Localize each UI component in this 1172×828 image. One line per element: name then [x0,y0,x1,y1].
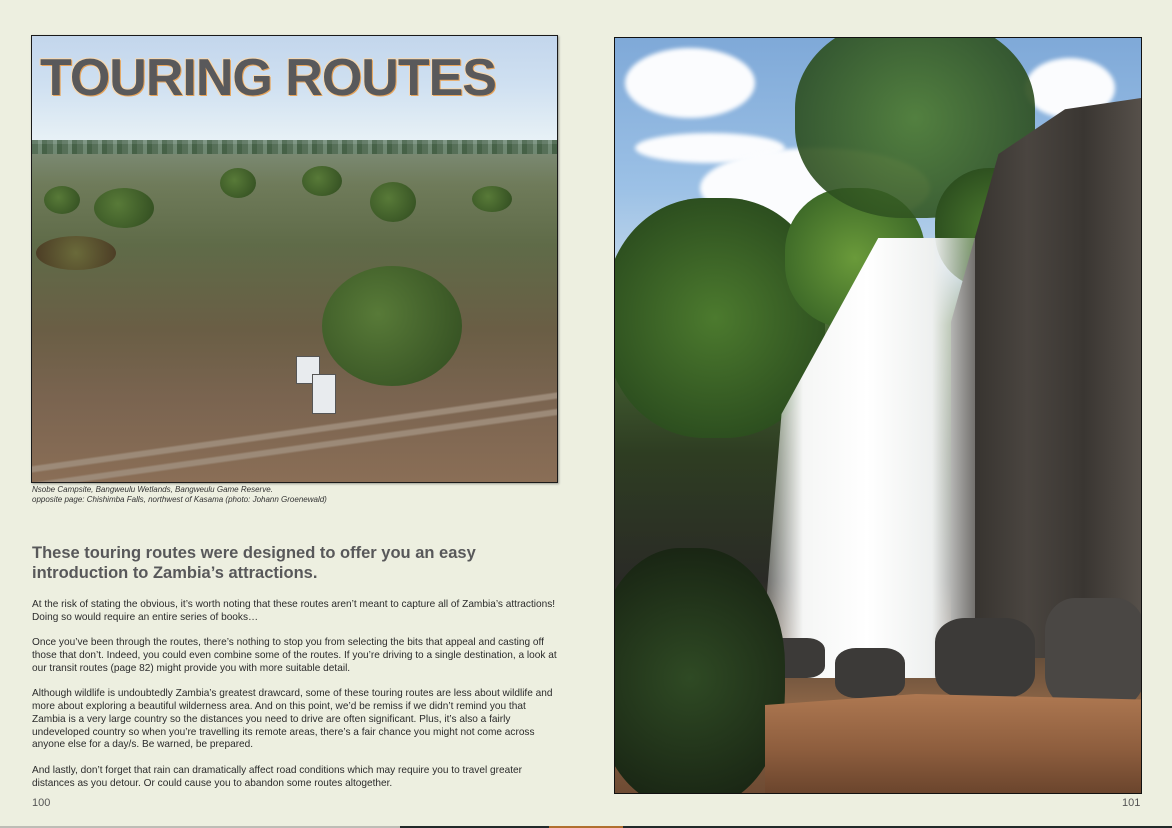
page-number-left: 100 [32,797,51,809]
caption-line-2: opposite page: Chishimba Falls, northwest of Kasama (photo: Johann Groenewald) [32,495,327,504]
tree [44,186,80,214]
rock-ledge [765,683,1142,793]
paragraph: And lastly, don’t forget that rain can dramatically affect road conditions which may require you to travel greater distances as you detour. Or could cause you to abandon some routes altogether. [32,764,522,789]
boulder [935,618,1035,698]
tree [220,168,256,198]
paragraph: Once you’ve been through the routes, there’s nothing to stop you from selecting the bits that appeal and casting off those that don’t. Indeed, you could even combine some of the routes. If you’re driving to a single destination, a look at our transit routes (page 82) might provide you with more suitable detail. [32,637,557,674]
treeline [32,140,557,154]
tree [36,236,116,270]
photo-caption [32,485,562,505]
waterfall-photo [614,37,1142,794]
page-title: TOURING ROUTES [40,49,496,107]
cloud [625,48,755,118]
bush-foreground [614,548,785,794]
boulder [1045,598,1142,708]
caption-line-1: Nsobe Campsite, Bangweulu Wetlands, Bangweulu Game Reserve. [32,485,273,494]
paragraph: At the risk of stating the obvious, it’s worth noting that these routes aren’t meant to capture all of Zambia’s attractions! Doing so would require an entire series of books… [32,599,556,623]
boulder [835,648,905,698]
tree [370,182,416,222]
tree [302,166,342,196]
paragraph: Although wildlife is undoubtedly Zambia’s greatest drawcard, some of these touring routes are less about wildlife and more about exploring a beautiful wilderness area. And on this point, we’d be remiss if we didn’t remind you that Zambia is a very large country so the distances you need to drive are often significant. Plus, it’s also a fairly undeveloped country so when you’re travelling its remote areas, there’s a fair chance you might not come across anyone else for a day/s. Be warned, be prepared. [32,688,553,751]
vehicle [312,374,336,414]
big-tree [322,266,462,386]
tree [94,188,154,228]
tree [472,186,512,212]
lead-paragraph: These touring routes were designed to offer you an easy introduction to Zambia’s attractions. [32,544,476,582]
page-number-right: 101 [1122,797,1141,809]
body-text [32,599,562,803]
